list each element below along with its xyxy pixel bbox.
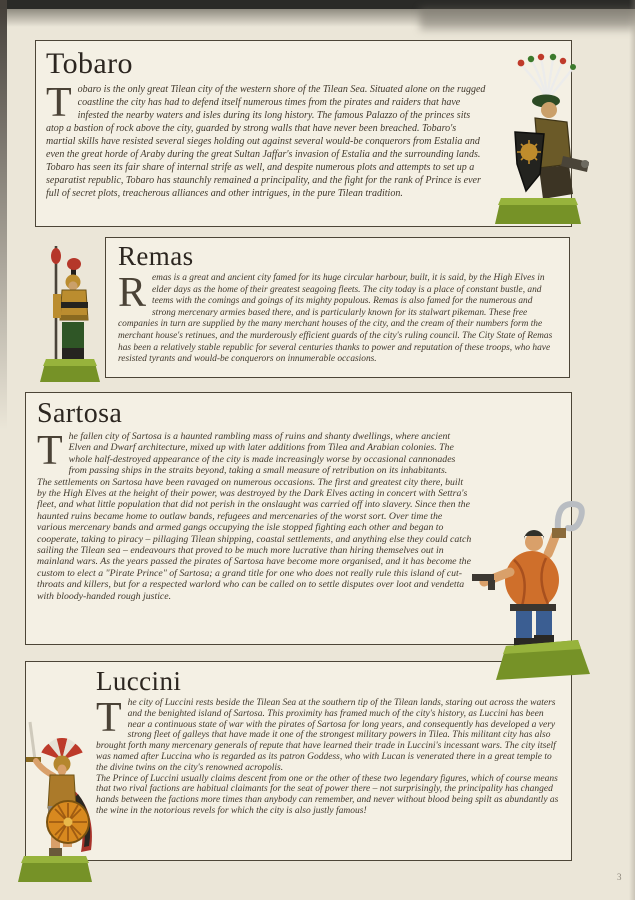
drop-cap: T bbox=[46, 80, 72, 126]
body-paragraph: The settlements on Sartosa have been ravaged on numerous occasions. The first and greatest city there, built by the High Elves at the height of their power, was destroyed by the Dark Elves acting in concert with Settra's fleet, and what little population that did not perish in the onslaught was carried off into slavery. Since then the haunted ruins became home to outlaw bands, refugees and mercenaries of the worst sort. Over time the various mercenary bands and armed gangs occupying the isle stopped fighting each other and began to cooperate, taking to piracy – pillaging Tilean shipping, coastal settlements, and anything else they could catch sailing the Tilean sea – endeavours that proved to be much more lucrative than hiring themselves out in mainland wars. As the years passed the pirates of Sartosa have become more organised, and it has become the custom to elect a "Pirate Prince" of Sartosa; a grand title for one who does not really rule this island of cut-throats and killers, but for a respected warlord who can be called on to settle disputes over loot and vendetta with bloody-handed rough justice. bbox=[37, 476, 472, 602]
drop-cap: T bbox=[37, 428, 63, 474]
luccini-warrior-miniature bbox=[10, 720, 112, 892]
drop-cap: R bbox=[118, 270, 147, 316]
drop-cap: T bbox=[96, 695, 122, 741]
remas-miniature-art bbox=[26, 242, 118, 400]
paragraph-text: obaro is the only great Tilean city of the western shore of the Tilean Sea. Situated alone on the rugged coastline the city has had to defend itself numerous times from the pirates and raiders that have infested the nearby waters and isles during its long history. The famous Palazzo of the princes sits atop a bastion of rock above the city, guarded by strong walls that have never been breached. Tobaro's martial skills have resisted several sieges holding out against several would-be conquerors from Estalia and even the great horde of Araby during the great Sultan Jaffar's invasion of Estalia and the surrounding lands. Tobaro has seen its fair share of internal strife as well, and despite numerous plots and attempts to set up a separatist republic, Tobaro has staunchly remained a principality, and the fight for the rank of Prince is ever full of secret plots, treacherous alliances and other intrigues, in the pure Tilean tradition. bbox=[46, 84, 486, 199]
tobaro-crossbowman-miniature bbox=[483, 52, 595, 228]
section-title-luccini: Luccini bbox=[96, 666, 182, 696]
luccini-miniature-art bbox=[10, 720, 112, 892]
body-paragraph bbox=[37, 428, 560, 477]
body-paragraph bbox=[118, 270, 557, 366]
paragraph-text: he fallen city of Sartosa is a haunted rambling mass of ruins and shanty dwellings, where ancient Elven and Dwarf architecture, mixed up with later additions from Tilea and Arabian colonies. The whole half-destroyed appearance of the city is made increasingly worse by occasional cannonades from passing ships in the straits beyond, taking a small measure of retribution on its inhabitants. bbox=[68, 431, 456, 477]
section-title-tobaro: Tobaro bbox=[46, 47, 133, 80]
section-body-luccini bbox=[96, 695, 562, 817]
paragraph-text: emas is a great and ancient city famed for its huge circular harbour, built, it is said, by the High Elves in elder days as the home of their greatest seagoing fleets. The city today is a place of constant bustle, and teems with the comings and goings of its mighty populous. Remas is also famed for the numerous and strong mercenary armies based there, and is particularly known for its stalwart pikeman. These free companies in turn are supplied by the many merchant houses of the city, and the cream of their numbers form the merchant house's retinues, and the murderously efficient guards of the city's ruling council. The City State of Remas has been a relatively stable republic for several centuries thanks to power and reputation of these troops, who have resisted tyrants and would-be conquerors on innumerable occasions. bbox=[118, 273, 553, 365]
remas-pikeman-miniature bbox=[26, 242, 118, 400]
paragraph-text: he city of Luccini rests beside the Tilean Sea at the southern tip of the Tilean lands, staring out across the waters and the benighted island of Sartosa. This proximity has framed much of the city's history, as Luccini has been near a continuous state of war with the pirates of Sartosa for long years, and consequently has developed a very strong fleet of galleys that have made it one of the strongest military powers in Tilea. This militant city has also brought forth many mercenary generals of repute that have learned their trade in Luccini's incessant wars. The city itself was named after Luccina who is regarded as its patron Goddess, who with Lucan is venerated there in a great temple to the divine twins on the city's renowned acropolis. bbox=[96, 698, 556, 773]
section-title-sartosa: Sartosa bbox=[37, 398, 123, 429]
section-title-remas: Remas bbox=[118, 241, 194, 271]
section-remas bbox=[105, 237, 570, 378]
scan-edge-top-right-shadow bbox=[420, 8, 635, 30]
sartosa-pirate-miniature bbox=[470, 490, 608, 685]
body-paragraph bbox=[96, 695, 562, 774]
tobaro-miniature-art bbox=[483, 52, 595, 228]
page-number: 3 bbox=[617, 872, 622, 882]
sartosa-miniature-art bbox=[470, 490, 608, 685]
body-paragraph: The Prince of Luccini usually claims descent from one or the other of these two legendary figures, which of course means that two rival factions are habitual claimants for the seat of power there – not surprisingly, the principality has changed hands between the factions more times than anybody can remember, and never without blood being spilt as abundantly as the wine in the notorious revels for which the city is also justly famous! bbox=[96, 773, 559, 816]
scan-edge-right bbox=[629, 0, 635, 900]
scan-edge-left bbox=[0, 0, 7, 430]
section-body-remas bbox=[118, 270, 557, 366]
